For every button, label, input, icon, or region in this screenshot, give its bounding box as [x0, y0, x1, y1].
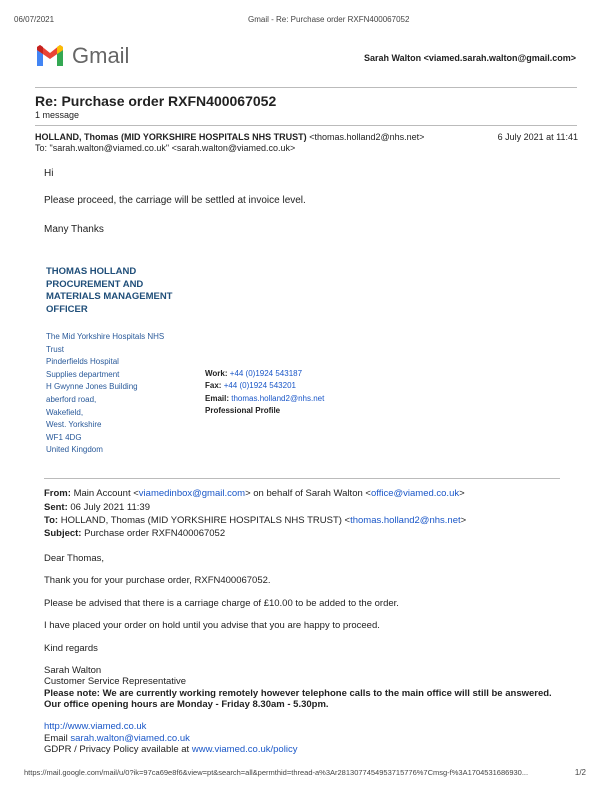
- quoted-sender-name: Sarah Walton: [44, 665, 102, 676]
- gdpr-label: GDPR / Privacy Policy available at: [44, 744, 192, 755]
- message-count: 1 message: [35, 110, 80, 120]
- address-line: aberford road,: [46, 394, 97, 404]
- print-title: Gmail - Re: Purchase order RXFN400067052: [248, 15, 410, 24]
- quoted-to: [44, 515, 466, 526]
- quoted-paragraph-1: Thank you for your purchase order, RXFN400067052.: [44, 575, 271, 586]
- quoted-paragraph-2: Please be advised that there is a carriage charge of £10.00 to be added to the order.: [44, 598, 399, 609]
- body-greeting: Hi: [44, 168, 54, 179]
- address-line: The Mid Yorkshire Hospitals NHS: [46, 332, 165, 341]
- quoted-sender-role: Customer Service Representative: [44, 676, 187, 687]
- quoted-sent-value: 06 July 2021 11:39: [70, 502, 150, 513]
- fax-label: Fax:: [205, 381, 222, 391]
- address-line: United Kingdom: [46, 445, 103, 455]
- quoted-subject-label: Subject:: [44, 528, 82, 539]
- quote-divider: [44, 478, 560, 479]
- quoted-greeting: Dear Thomas,: [44, 553, 105, 564]
- professional-profile-link[interactable]: Professional Profile: [205, 406, 281, 416]
- gdpr-line: [44, 744, 297, 755]
- quoted-note-line-1: Please note: We are currently working remotely however telephone calls to the main office will still be answered.: [44, 688, 552, 699]
- account-label: Sarah Walton <viamed.sarah.walton@gmail.com>: [363, 53, 576, 63]
- email-label: Email:: [205, 393, 230, 403]
- signature-contact: [205, 368, 324, 418]
- quoted-note-line-2: Our office opening hours are Monday - Friday 8.30am - 5.30pm.: [44, 699, 329, 710]
- address-line: Wakefield,: [46, 407, 84, 417]
- address-line: Trust: [46, 344, 64, 354]
- quoted-from: [44, 488, 465, 499]
- address-line: West. Yorkshire: [46, 420, 102, 430]
- quoted-from-pre: Main Account <: [73, 488, 139, 499]
- address-line: Supplies department: [46, 369, 120, 379]
- quoted-sent-label: Sent:: [44, 502, 68, 513]
- quoted-email-label: Email: [44, 733, 71, 744]
- gmail-logo-text: Gmail: [72, 43, 130, 68]
- signature-title: THOMAS HOLLAND PROCUREMENT AND MATERIALS MANAGEMENT OFFICER: [46, 266, 173, 315]
- gmail-m-icon[interactable]: [35, 44, 65, 68]
- quoted-sent: [44, 502, 150, 513]
- body-text: Please proceed, the carriage will be settled at invoice level.: [44, 195, 306, 206]
- quoted-subject-value: Purchase order RXFN400067052: [84, 528, 226, 539]
- quoted-paragraph-3: I have placed your order on hold until you advise that you are happy to proceed.: [44, 620, 380, 631]
- page-number: 1/2: [574, 768, 586, 777]
- print-date: 06/07/2021: [14, 15, 55, 24]
- body-closing: Many Thanks: [44, 224, 104, 235]
- address-line: Pinderfields Hospital: [46, 357, 119, 367]
- quoted-email-link[interactable]: sarah.walton@viamed.co.uk: [70, 733, 190, 744]
- quoted-to-end: >: [460, 515, 467, 526]
- signature-email-link[interactable]: thomas.holland2@nhs.net: [231, 393, 325, 403]
- work-phone-link[interactable]: +44 (0)1924 543187: [229, 369, 303, 378]
- gdpr-policy-link[interactable]: www.viamed.co.uk/policy: [191, 744, 298, 755]
- sender: [35, 132, 424, 142]
- quoted-from-email-link[interactable]: viamedinbox@gmail.com: [138, 488, 246, 499]
- quoted-from-end: >: [459, 488, 465, 499]
- subject-divider: [35, 125, 577, 126]
- quoted-email-line: [44, 733, 190, 744]
- recipient: To: "sarah.walton@viamed.co.uk" <sarah.walton@viamed.co.uk>: [35, 143, 296, 153]
- print-url: https://mail.google.com/mail/u/0?ik=97ca69e8f6&view=pt&search=all&permthid=thread-a%3Ar2813077454953715776%7Cmsg-f%3A1704531686930...: [24, 768, 529, 777]
- address-line: WF1 4DG: [46, 432, 82, 442]
- signature-address: [46, 331, 164, 457]
- fax-link[interactable]: +44 (0)1924 543201: [223, 381, 296, 391]
- quoted-to-email-link[interactable]: thomas.holland2@nhs.net: [350, 515, 461, 526]
- thread-subject: Re: Purchase order RXFN400067052: [35, 93, 277, 109]
- quoted-subject: [44, 528, 225, 539]
- sender-email: <thomas.holland2@nhs.net>: [309, 132, 425, 142]
- work-label: Work:: [205, 369, 228, 378]
- message-date: 6 July 2021 at 11:41: [497, 132, 578, 142]
- quoted-to-label: To:: [44, 515, 59, 526]
- quoted-regards: Kind regards: [44, 643, 98, 654]
- quoted-office-email-link[interactable]: office@viamed.co.uk: [370, 488, 460, 499]
- sender-name: HOLLAND, Thomas (MID YORKSHIRE HOSPITALS NHS TRUST): [35, 132, 307, 142]
- quoted-from-label: From:: [44, 488, 71, 499]
- quoted-from-mid: > on behalf of Sarah Walton <: [245, 488, 371, 499]
- quoted-to-pre: HOLLAND, Thomas (MID YORKSHIRE HOSPITALS NHS TRUST) <: [60, 515, 351, 526]
- header-divider: [35, 87, 577, 88]
- address-line: H Gwynne Jones Building: [46, 382, 138, 392]
- website-link[interactable]: http://www.viamed.co.uk: [44, 721, 147, 732]
